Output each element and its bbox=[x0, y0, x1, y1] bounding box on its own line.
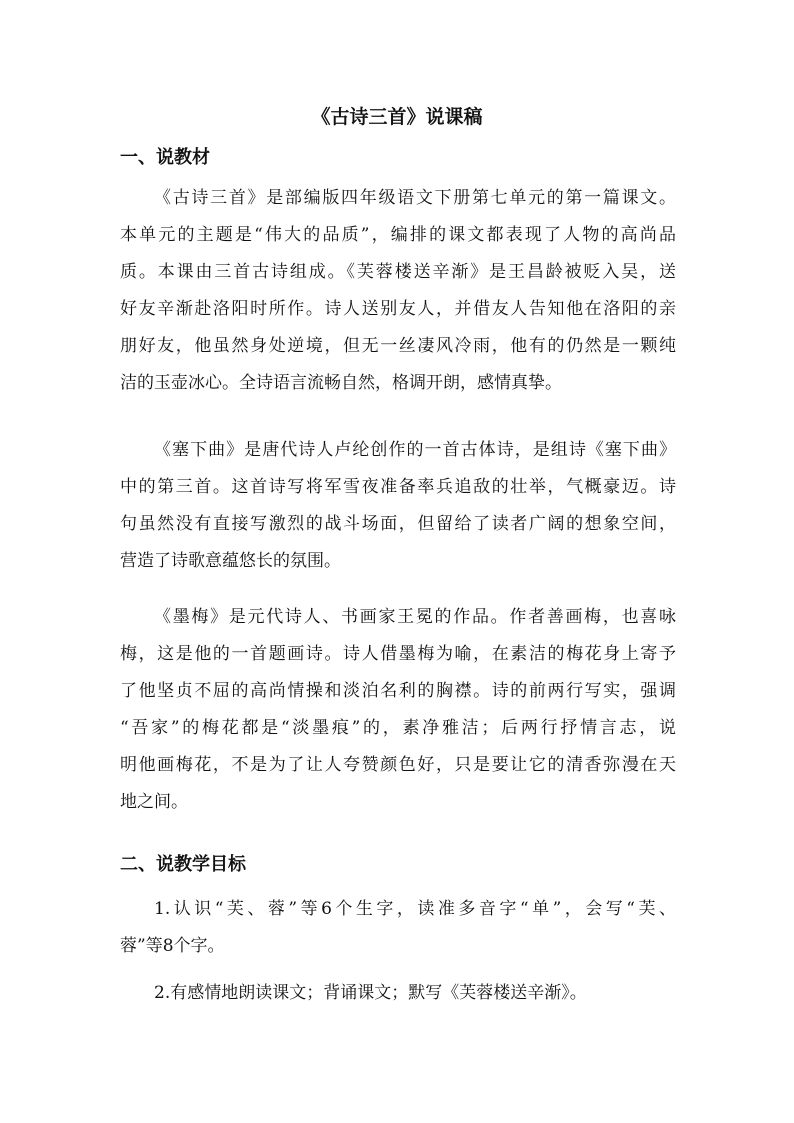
paragraph-mo-mei bbox=[120, 599, 676, 821]
text-line: 《古诗三首》是部编版四年级语文下册第七单元的第一篇课文。 bbox=[154, 188, 676, 208]
text-line: 《墨梅》是元代诗人、书画家王冕的作品。作者善画梅，也喜咏 bbox=[154, 607, 676, 627]
text-line: 本单元的主题是“伟大的品质”，编排的课文都表现了人物的高尚品 bbox=[120, 225, 676, 245]
paragraph-goal-1 bbox=[120, 891, 676, 965]
text-line: 1.认识“芙、蓉”等6个生字，读准多音字“单”，会写“芙、 bbox=[154, 899, 676, 919]
text-line: 好友辛渐赴洛阳时所作。诗人送别友人，并借友人告知他在洛阳的亲 bbox=[120, 299, 676, 319]
paragraph-goal-2 bbox=[120, 975, 676, 1012]
paragraph-poems-overview bbox=[120, 180, 676, 402]
text-line: 洁的玉壶冰心。全诗语言流畅自然，格调开朗，感情真挚。 bbox=[120, 373, 562, 393]
text-line: 地之间。 bbox=[120, 792, 188, 812]
text-line: 质。本课由三首古诗组成。《芙蓉楼送辛渐》是王昌龄被贬入吴，送 bbox=[120, 262, 676, 282]
document-title: 《古诗三首》说课稿 bbox=[311, 106, 483, 128]
section-heading-teaching-goals: 二、说教学目标 bbox=[120, 854, 246, 875]
text-line: 朋好友，他虽然身处逆境，但无一丝凄风冷雨，他有的仍然是一颗纯 bbox=[120, 336, 676, 356]
text-line: 2.有感情地朗读课文；背诵课文；默写《芙蓉楼送辛渐》。 bbox=[154, 983, 587, 1003]
text-line: 《塞下曲》是唐代诗人卢纶创作的一首古体诗，是组诗《塞下曲》 bbox=[154, 440, 676, 460]
text-line: 了他坚贞不屈的高尚情操和淡泊名利的胸襟。诗的前两行写实，强调 bbox=[120, 681, 676, 701]
text-line: 蓉”等8个字。 bbox=[120, 936, 225, 956]
text-line: “吾家”的梅花都是“淡墨痕”的，素净雅洁；后两行抒情言志，说 bbox=[120, 718, 676, 738]
text-line: 句虽然没有直接写激烈的战斗场面，但留给了读者广阔的想象空间， bbox=[120, 514, 676, 534]
text-line: 梅，这是他的一首题画诗。诗人借墨梅为喻，在素洁的梅花身上寄予 bbox=[120, 644, 676, 664]
paragraph-sai-xia-qu bbox=[120, 432, 676, 580]
text-line: 营造了诗歌意蕴悠长的氛围。 bbox=[120, 551, 341, 571]
section-heading-teaching-material: 一、说教材 bbox=[120, 147, 210, 168]
text-line: 明他画梅花，不是为了让人夸赞颜色好，只是要让它的清香弥漫在天 bbox=[120, 755, 676, 775]
text-line: 中的第三首。这首诗写将军雪夜准备率兵追敌的壮举，气概豪迈。诗 bbox=[120, 477, 676, 497]
